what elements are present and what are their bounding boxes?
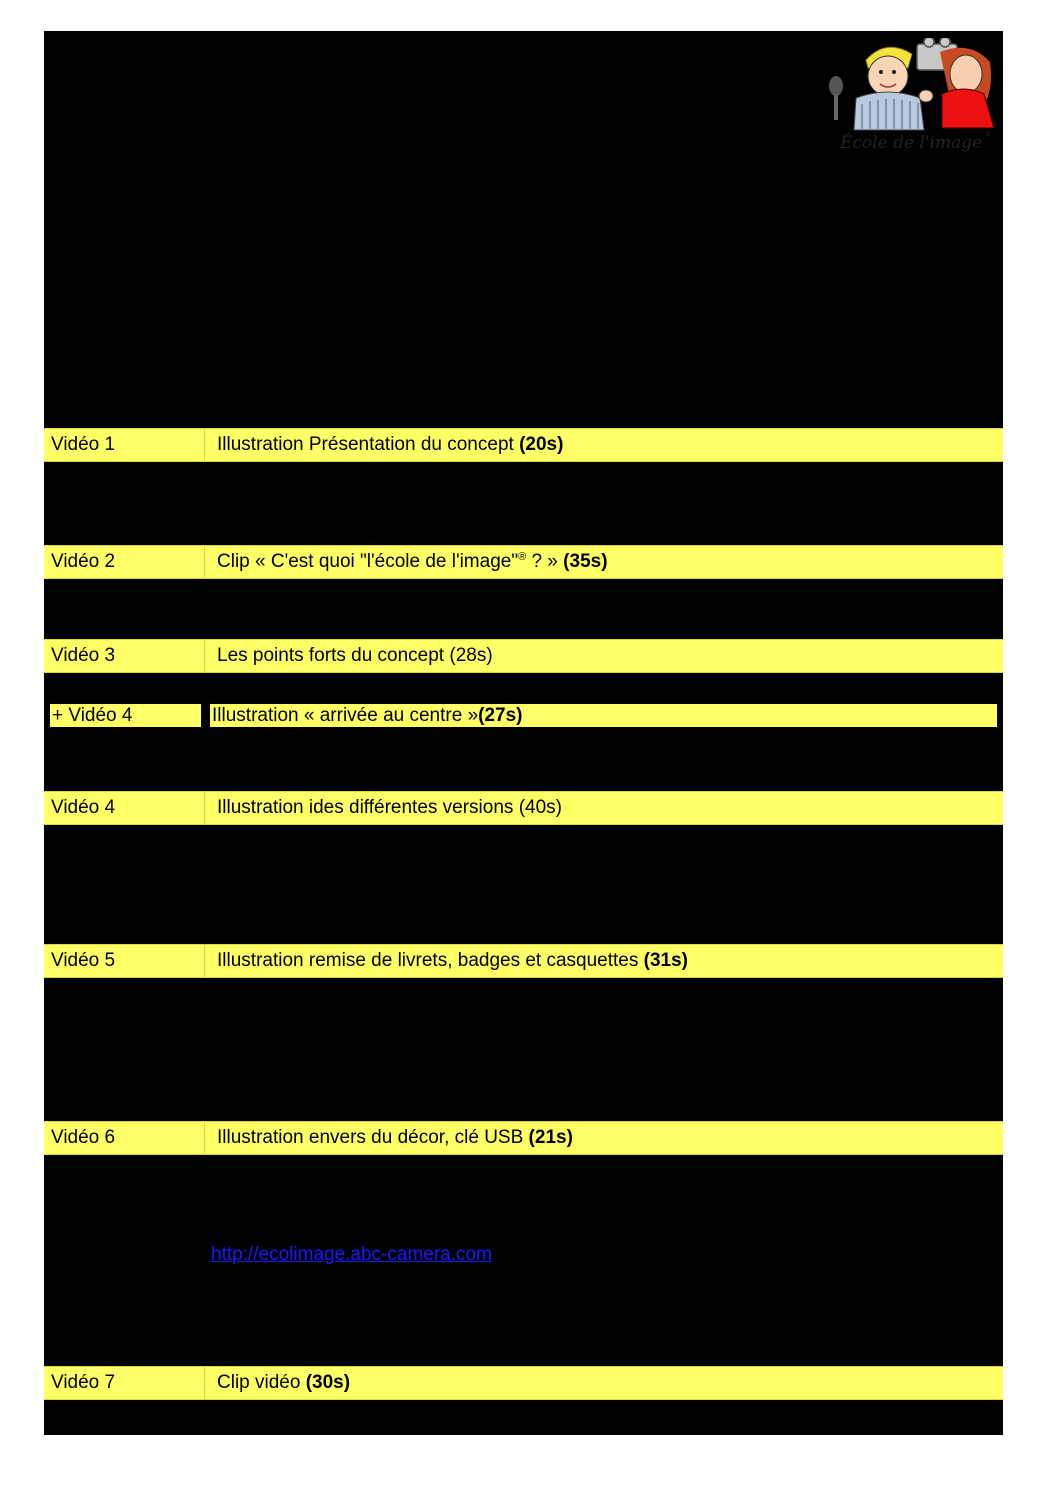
video-description: Illustration Présentation du concept (20s) bbox=[217, 434, 564, 455]
video-description: Clip « C'est quoi "l'école de l'image"® ? » (35s) bbox=[217, 551, 608, 572]
video-description: Illustration « arrivée au centre »(27s) bbox=[210, 704, 997, 727]
video-label: Vidéo 1 bbox=[44, 429, 205, 461]
video-label: Vidéo 7 bbox=[44, 1367, 205, 1399]
website-link[interactable]: http://ecolimage.abc-camera.com bbox=[211, 1244, 492, 1265]
video-label: Vidéo 3 bbox=[44, 640, 205, 672]
page-background bbox=[44, 31, 1003, 1435]
svg-text:®: ® bbox=[984, 129, 992, 138]
video-row-1 bbox=[44, 428, 1003, 462]
video-row-3 bbox=[44, 639, 1003, 673]
video-row-5 bbox=[44, 944, 1003, 978]
video-description: Illustration envers du décor, clé USB (21s) bbox=[217, 1127, 573, 1148]
video-label: Vidéo 6 bbox=[44, 1122, 205, 1154]
video-label: Vidéo 2 bbox=[44, 546, 205, 578]
video-row-7 bbox=[44, 1366, 1003, 1400]
video-row-2 bbox=[44, 545, 1003, 579]
video-description: Illustration ides différentes versions (40s) bbox=[217, 797, 562, 818]
video-row-4 bbox=[44, 791, 1003, 825]
video-description: Les points forts du concept (28s) bbox=[217, 645, 493, 666]
svg-text:École de l'image: École de l'image bbox=[840, 133, 983, 153]
video-label: Vidéo 5 bbox=[44, 945, 205, 977]
video-label: Vidéo 4 bbox=[44, 792, 205, 824]
video-description: Clip vidéo (30s) bbox=[217, 1372, 351, 1393]
logo-image bbox=[822, 38, 1000, 162]
video-row-6 bbox=[44, 1121, 1003, 1155]
video-description: Illustration remise de livrets, badges et casquettes (31s) bbox=[217, 950, 689, 971]
video-label: + Vidéo 4 bbox=[50, 704, 201, 727]
